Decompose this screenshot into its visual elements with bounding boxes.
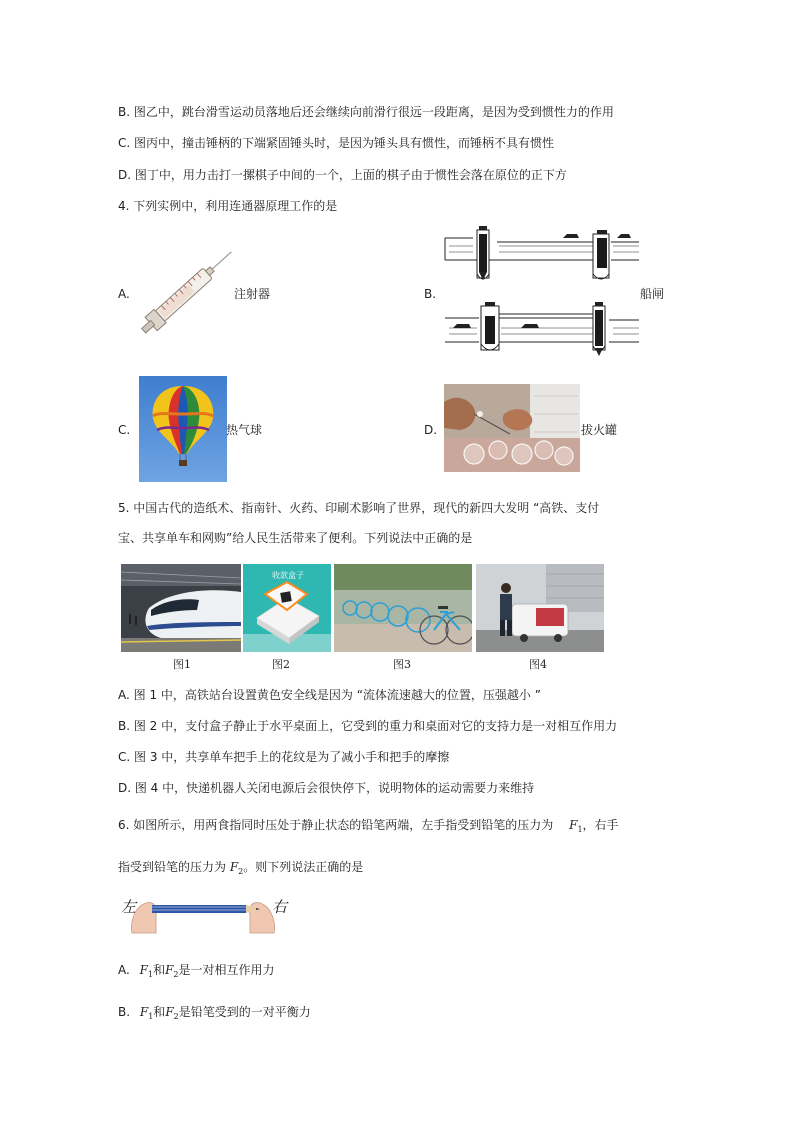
force-f1-symbol: $F_1$ bbox=[569, 818, 583, 834]
q6-option-b-letter: B. bbox=[118, 1005, 131, 1019]
force-f1-symbol: $F_1$ bbox=[139, 1005, 154, 1021]
q6-option-b-end: 是铅笔受到的一对平衡力 bbox=[178, 1005, 311, 1019]
q4-option-c-letter: C. bbox=[118, 423, 131, 437]
fig4-caption: 图4 bbox=[529, 658, 547, 671]
q4-option-a-letter: A. bbox=[118, 287, 130, 301]
q4-option-b-name: 船闸 bbox=[640, 287, 665, 301]
q3-option-d: D. 图丁中，用力击打一摞棋子中间的一个，上面的棋子由于惯性会落在原位的正下方 bbox=[118, 168, 567, 182]
q5-option-c: C. 图 3 中，共享单车把手上的花纹是为了减小手和把手的摩擦 bbox=[118, 750, 450, 764]
q4-option-d-letter: D. bbox=[424, 423, 438, 437]
force-f2-symbol: $F_2$ bbox=[165, 1005, 179, 1021]
syringe-image bbox=[136, 240, 236, 348]
left-label: 左 bbox=[121, 898, 137, 916]
cupping-photo bbox=[444, 384, 580, 472]
q6-option-a-letter: A. bbox=[118, 963, 130, 977]
q6-stem-line1-post: ，右手 bbox=[582, 818, 619, 832]
fig2-caption: 图2 bbox=[272, 658, 290, 671]
q3-option-c: C. 图丙中，撞击锤柄的下端紧固锤头时，是因为锤头具有惯性，而锤柄不具有惯性 bbox=[118, 136, 555, 150]
fig3-caption: 图3 bbox=[393, 658, 411, 671]
q6-option-a bbox=[118, 962, 275, 983]
q6-option-b-mid: 和 bbox=[153, 1005, 166, 1019]
force-f2-symbol: $F_2$ bbox=[229, 860, 244, 876]
q6-option-a-end: 是一对相互作用力 bbox=[178, 963, 275, 977]
hot-air-balloon-photo bbox=[139, 376, 227, 482]
shared-bikes-photo bbox=[334, 564, 472, 652]
ship-lock-diagram bbox=[443, 224, 641, 360]
q5-option-b: B. 图 2 中，支付盒子静止于水平桌面上，它受到的重力和桌面对它的支持力是一对相互作用力 bbox=[118, 719, 618, 733]
delivery-robot-photo bbox=[476, 564, 604, 652]
q6-stem-line2 bbox=[118, 859, 363, 880]
q5-option-a: A. 图 1 中，高铁站台设置黄色安全线是因为 “流体流速越大的位置，压强越小 ” bbox=[118, 688, 541, 702]
high-speed-train-photo bbox=[121, 564, 241, 652]
fig2-box-label: 收款盒子 bbox=[272, 571, 304, 580]
q4-option-c-name: 热气球 bbox=[226, 423, 263, 437]
right-label: 右 bbox=[272, 898, 288, 916]
fig1-caption: 图1 bbox=[173, 658, 191, 671]
q4-stem: 4. 下列实例中，利用连通器原理工作的是 bbox=[118, 199, 338, 213]
q4-option-a-name: 注射器 bbox=[234, 287, 271, 301]
q5-option-d: D. 图 4 中，快递机器人关闭电源后会很快停下，说明物体的运动需要力来维持 bbox=[118, 781, 535, 795]
q6-option-b bbox=[118, 1004, 311, 1025]
q4-option-b-letter: B. bbox=[424, 287, 437, 301]
q6-option-a-mid: 和 bbox=[153, 963, 166, 977]
q5-stem-line2: 宝、共享单车和网购”给人民生活带来了便利。下列说法中正确的是 bbox=[118, 531, 473, 545]
q3-option-b: B. 图乙中，跳台滑雪运动员落地后还会继续向前滑行很远一段距离，是因为受到惯性力的作用 bbox=[118, 105, 614, 119]
q5-stem-line1: 5. 中国古代的造纸术、指南针、火药、印刷术影响了世界，现代的新四大发明 “高铁、支付 bbox=[118, 501, 600, 515]
pencil-fingers-diagram bbox=[128, 893, 278, 943]
q6-stem-line2-post: 。则下列说法正确的是 bbox=[243, 860, 364, 874]
q4-option-d-name: 拔火罐 bbox=[581, 423, 618, 437]
force-f2-symbol: $F_2$ bbox=[165, 963, 179, 979]
force-f1-symbol: $F_1$ bbox=[139, 963, 154, 979]
q6-stem-line1 bbox=[118, 817, 619, 838]
q6-stem-line2-pre: 指受到铅笔的压力为 bbox=[118, 860, 227, 874]
q6-stem-line1-pre: 6. 如图所示，用两食指同时压处于静止状态的铅笔两端，左手指受到铅笔的压力为 bbox=[118, 818, 554, 832]
